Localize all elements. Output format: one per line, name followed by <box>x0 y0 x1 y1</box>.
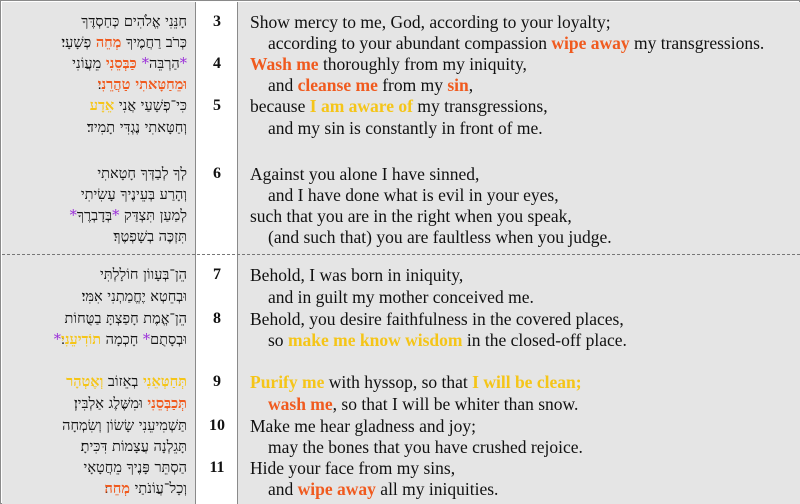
english-highlight: wash me <box>268 394 333 414</box>
hebrew-line <box>100 265 187 285</box>
hebrew-line <box>66 372 187 392</box>
hebrew-highlight: וְאֶטְהָר <box>66 373 104 390</box>
hebrew-line <box>98 75 187 95</box>
hebrew-highlight: אֵדָע <box>89 97 115 114</box>
english-highlight: I will be clean; <box>472 372 582 392</box>
hebrew-line <box>81 12 187 32</box>
english-line <box>268 394 578 414</box>
hebrew-line <box>87 118 187 138</box>
hebrew-highlight: תוֹדִיעֵנִי <box>61 331 102 348</box>
hebrew-text: הַסְתֵּר פָּנֶיךָ מֵחֲטָאָי <box>83 460 187 476</box>
hebrew-highlight: מְחֵה <box>95 34 122 51</box>
hebrew-text: הֵן־אֱמֶת חָפַצְתָּ בַטֻּחוֹת <box>64 311 187 327</box>
verse-number: 9 <box>213 373 221 390</box>
hebrew-column <box>2 2 196 504</box>
hebrew-text: לְךָ לְבַדְּךָ חָטָאתִי <box>97 166 187 182</box>
english-text: according to your abundant compassion <box>268 33 552 53</box>
english-line <box>268 330 627 350</box>
hebrew-line <box>113 227 187 247</box>
hebrew-line <box>81 437 187 457</box>
english-highlight: wipe away <box>551 33 630 53</box>
hebrew-text: הֵן־בְּעָווֹן חוֹלָלְתִּי <box>99 267 187 283</box>
english-text: so <box>268 330 288 350</box>
english-text: , <box>468 75 474 95</box>
hebrew-line <box>81 185 187 205</box>
verse-number: 3 <box>213 13 221 30</box>
hebrew-line <box>54 330 187 350</box>
english-text: because <box>250 96 310 116</box>
english-line: and I have done what is evil in your eyes, <box>268 185 559 205</box>
english-text: my transgressions. <box>629 33 765 53</box>
english-line <box>268 75 473 95</box>
hebrew-text: תַּשְׁמִיעֵנִי שָׂשׂוֹן וְשִׂמְחָה <box>62 418 187 434</box>
english-highlight: Purify me <box>250 372 325 392</box>
hebrew-highlight: תְּכַבְּסֵנִי <box>147 395 187 412</box>
verse-number: 4 <box>213 55 221 72</box>
asterisk-mark: * <box>112 208 120 224</box>
english-text: with hyssop, so that <box>324 372 473 392</box>
english-line: (and such that) you are faultless when you judge. <box>268 227 612 247</box>
hebrew-text: לְמַעַן תִּצְדַּק <box>119 208 187 224</box>
english-highlight: wipe away <box>297 479 376 499</box>
english-text: from my <box>377 75 448 95</box>
hebrew-text: הַרְבֵּה <box>148 56 180 72</box>
english-highlight: make me know wisdom <box>287 330 463 350</box>
hebrew-text: וּבְחֵטְא יֶחֱמַתְנִי אִמִּי׃ <box>81 289 187 305</box>
english-line: Show mercy to me, God, according to your loyalty; <box>250 12 611 32</box>
hebrew-text: בְאֵזוֹב <box>103 374 143 390</box>
english-line <box>250 372 582 392</box>
english-text: thoroughly from my iniquity, <box>318 54 527 74</box>
hebrew-line <box>70 206 187 226</box>
verse-number: 7 <box>213 266 221 283</box>
english-line: Behold, I was born in iniquity, <box>250 265 464 285</box>
verse-number: 6 <box>213 165 221 182</box>
english-line: may the bones that you have crushed rejoice. <box>268 437 583 457</box>
english-text: and <box>268 75 298 95</box>
english-highlight: I am aware of <box>309 96 413 116</box>
english-line: Behold, you desire faithfulness in the covered places, <box>250 309 624 329</box>
hebrew-text: וּמִשֶּׁלֶג אַלְבִּין׃ <box>73 396 148 412</box>
hebrew-line <box>62 416 187 436</box>
english-text: all my iniquities. <box>375 479 499 499</box>
english-text: in the closed-off place. <box>462 330 627 350</box>
hebrew-text: וְכָל־עֲוֹנֹתַי <box>129 481 187 497</box>
hebrew-highlight: מְחֵה <box>104 480 130 497</box>
english-line <box>268 479 498 499</box>
english-line: such that you are in the right when you speak, <box>250 206 572 226</box>
hebrew-line <box>104 479 187 499</box>
hebrew-line <box>72 54 187 74</box>
hebrew-highlight: וּמֵחַטָּאתִי טַהֲרֵנִי <box>97 76 187 93</box>
hebrew-line <box>90 96 187 116</box>
english-highlight: cleanse me <box>297 75 378 95</box>
asterisk-mark: * <box>141 56 149 72</box>
hebrew-line <box>84 458 187 478</box>
verse-number: 11 <box>209 459 225 476</box>
english-line <box>250 96 548 116</box>
english-line: and my sin is constantly in front of me. <box>268 118 543 138</box>
hebrew-line <box>97 164 187 184</box>
verse-number: 10 <box>209 417 225 434</box>
english-highlight: Wash me <box>250 54 319 74</box>
verse-number: 8 <box>213 310 221 327</box>
english-line <box>268 33 764 53</box>
hebrew-text: וְהָרַע בְּעֵינֶיךָ עָשִׂיתִי <box>80 187 187 203</box>
section-divider <box>2 254 800 255</box>
verse-number-column <box>196 2 238 504</box>
hebrew-text: מֵעֲוֹנִי <box>72 56 106 72</box>
hebrew-line <box>82 287 187 307</box>
hebrew-highlight: כַּבְּסֵנִי <box>105 55 142 72</box>
hebrew-line <box>61 33 187 53</box>
hebrew-text: חָכְמָה <box>101 332 143 348</box>
asterisk-mark: * <box>179 56 187 72</box>
english-text: and <box>268 479 298 499</box>
hebrew-text: בְּדָבְרֶךָ <box>76 208 113 224</box>
english-line: Hide your face from my sins, <box>250 458 456 478</box>
hebrew-text: פְשָׁעָי׃ <box>61 35 96 51</box>
hebrew-text: תָּגֵלְנָה עֲצָמוֹת דִּכִּיתָ׃ <box>80 439 187 455</box>
english-line <box>250 54 527 74</box>
english-line: Against you alone I have sinned, <box>250 164 480 184</box>
asterisk-mark: * <box>69 208 77 224</box>
hebrew-text: כְּרֹב רַחֲמֶיךָ <box>121 35 187 51</box>
asterisk-mark: * <box>142 332 151 348</box>
hebrew-text: וְחַטָּאתִי נֶגְדִּי תָמִיד׃ <box>86 120 187 136</box>
hebrew-line <box>65 309 187 329</box>
hebrew-highlight: תְּחַטְּאֵנִי <box>142 373 187 390</box>
hebrew-text: כִּי־פְשָׁעַי אֲנִי <box>114 98 187 114</box>
asterisk-mark: * <box>53 332 62 348</box>
english-highlight: sin <box>447 75 469 95</box>
english-text: , so that I will be whiter than snow. <box>332 394 579 414</box>
verse-number: 5 <box>213 97 221 114</box>
english-text: my transgressions, <box>412 96 548 116</box>
hebrew-text: חָנֵּנִי אֱלֹהִים כְּחַסְדֶּךָ <box>81 14 187 30</box>
english-column <box>238 2 800 504</box>
hebrew-line <box>74 394 187 414</box>
hebrew-text: תִּזְכֶּה בְשָׁפְטֶךָ׃ <box>113 229 187 245</box>
english-line: Make me hear gladness and joy; <box>250 416 476 436</box>
english-line: and in guilt my mother conceived me. <box>268 287 534 307</box>
hebrew-text: וּבְסָתֻם <box>150 332 187 348</box>
